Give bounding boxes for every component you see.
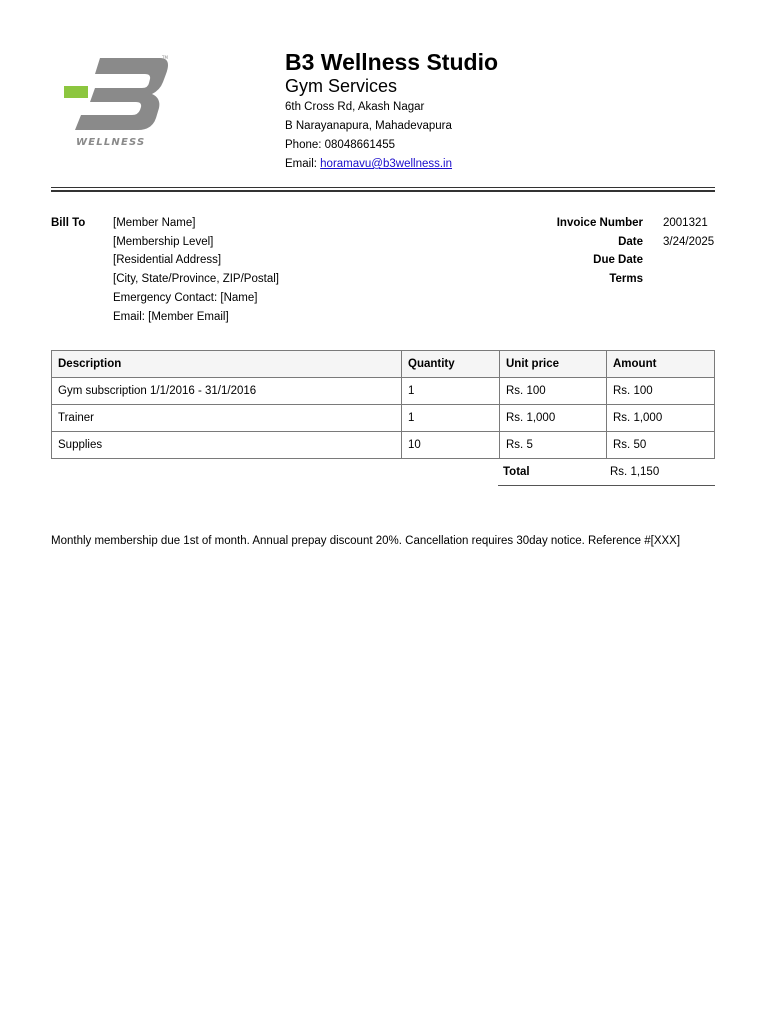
company-name: B3 Wellness Studio <box>285 49 499 75</box>
header-divider-thick <box>51 190 715 192</box>
invoice-number-value: 2001321 <box>663 217 708 229</box>
logo-wordmark: WELLNESS <box>76 137 146 148</box>
invoice-date-value: 3/24/2025 <box>663 235 715 248</box>
company-phone: Phone: 08048661455 <box>285 139 395 151</box>
table-row <box>52 405 715 432</box>
cell-amount: Rs. 50 <box>607 432 715 459</box>
invoice-due-date-label: Due Date <box>593 254 643 267</box>
cell-amount: Rs. 100 <box>607 378 715 405</box>
column-header-quantity: Quantity <box>402 351 500 378</box>
bill-to-membership-level: [Membership Level] <box>113 235 214 248</box>
company-email-label: Email: <box>285 158 321 170</box>
terms-note: Monthly membership due 1st of month. Annual prepay discount 20%. Cancellation requires 30day notice. Reference #[XXX] <box>51 535 681 547</box>
bill-to-label: Bill To <box>51 217 86 229</box>
company-email-row <box>285 155 498 174</box>
invoice-number-label: Invoice Number <box>556 217 643 229</box>
cell-unit-price: Rs. 100 <box>500 378 607 405</box>
column-header-description: Description <box>52 351 402 378</box>
bill-to-emergency-contact: Emergency Contact: [Name] <box>113 291 258 304</box>
company-address-line-1: 6th Cross Rd, Akash Nagar <box>285 101 425 113</box>
cell-unit-price: Rs. 1,000 <box>500 405 607 432</box>
invoice-meta-labels <box>557 214 643 289</box>
cell-unit-price: Rs. 5 <box>500 432 607 459</box>
table-row <box>52 432 715 459</box>
bill-to-email: Email: [Member Email] <box>113 310 229 323</box>
table-row <box>52 378 715 405</box>
invoice-due-date-value <box>663 251 714 270</box>
total-label: Total <box>503 466 530 478</box>
cell-description: Supplies <box>52 432 402 459</box>
invoice-meta-values <box>663 214 714 289</box>
bill-to-member-name: [Member Name] <box>113 217 196 229</box>
column-header-unit-price: Unit price <box>500 351 607 378</box>
total-row <box>498 460 715 486</box>
total-value: Rs. 1,150 <box>610 466 660 478</box>
company-logo <box>60 52 175 150</box>
invoice-date-label: Date <box>618 235 643 248</box>
bill-to-city: [City, State/Province, ZIP/Postal] <box>113 273 279 286</box>
cell-description: Trainer <box>52 405 402 432</box>
line-items-table <box>51 350 715 459</box>
header-divider-thin <box>51 187 715 188</box>
column-header-amount: Amount <box>607 351 715 378</box>
cell-description: Gym subscription 1/1/2016 - 31/1/2016 <box>52 378 402 405</box>
table-header-row <box>52 351 715 378</box>
company-address-line-2: B Narayanapura, Mahadevapura <box>285 120 452 132</box>
cell-amount: Rs. 1,000 <box>607 405 715 432</box>
company-subtitle: Gym Services <box>285 76 398 96</box>
bill-to-address: [Residential Address] <box>113 254 222 267</box>
invoice-terms-value <box>663 270 714 289</box>
invoice-terms-label: Terms <box>609 273 643 286</box>
b3-wellness-logo-icon <box>60 52 175 150</box>
bill-to-block <box>113 214 279 326</box>
cell-quantity: 1 <box>402 405 500 432</box>
company-header <box>285 48 498 174</box>
cell-quantity: 1 <box>402 378 500 405</box>
logo-tm: TM <box>162 55 168 60</box>
company-email-link[interactable]: horamavu@b3wellness.in <box>320 158 453 170</box>
cell-quantity: 10 <box>402 432 500 459</box>
